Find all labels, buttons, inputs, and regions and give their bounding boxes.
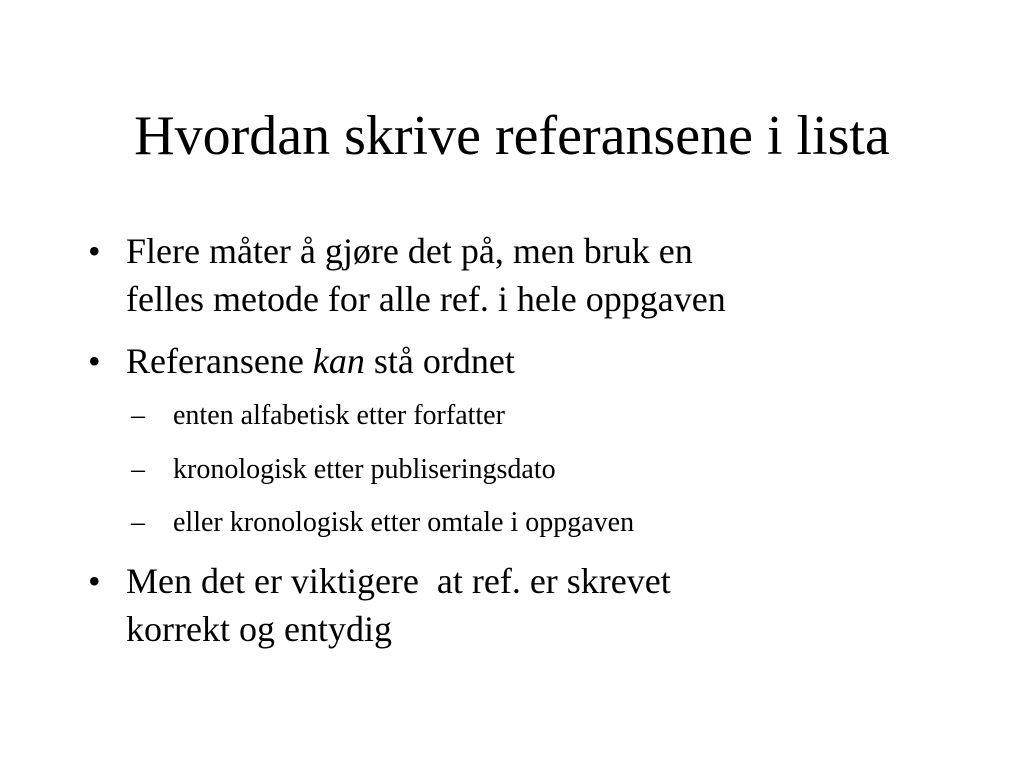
sub-bullet-item xyxy=(131,505,931,541)
bullet-item xyxy=(88,337,918,385)
sub-bullet-text: enten alfabetisk etter forfatter xyxy=(173,400,505,431)
bullet-line: Men det er viktigere at ref. er skrevet xyxy=(126,561,671,601)
sub-bullet-text: eller kronologisk etter omtale i oppgaven xyxy=(173,507,635,538)
bullet-text-after: stå ordnet xyxy=(364,341,515,381)
dash-icon: – xyxy=(131,507,145,538)
sub-bullet-item xyxy=(131,398,931,434)
bullet-item xyxy=(88,227,918,323)
bullet-line: Flere måter å gjøre det på, men bruk en xyxy=(126,231,693,271)
bullet-text-emphasis: kan xyxy=(312,341,365,381)
bullet-text-before: Referansene xyxy=(126,341,313,381)
dash-icon: – xyxy=(131,454,145,485)
bullet-dot-icon: • xyxy=(88,231,101,271)
bullet-dot-icon: • xyxy=(88,561,101,601)
bullet-text xyxy=(126,337,918,385)
bullet-dot-icon: • xyxy=(88,341,101,381)
sub-bullet-text: kronologisk etter publiseringsdato xyxy=(173,454,556,485)
bullet-item xyxy=(88,557,918,653)
bullet-line: korrekt og entydig xyxy=(126,609,392,649)
bullet-text xyxy=(126,557,918,653)
dash-icon: – xyxy=(131,400,145,431)
slide-title: Hvordan skrive referansene i lista xyxy=(134,105,890,167)
bullet-text xyxy=(126,227,918,323)
sub-bullet-item xyxy=(131,452,931,488)
bullet-line: felles metode for alle ref. i hele oppgaven xyxy=(126,279,726,319)
